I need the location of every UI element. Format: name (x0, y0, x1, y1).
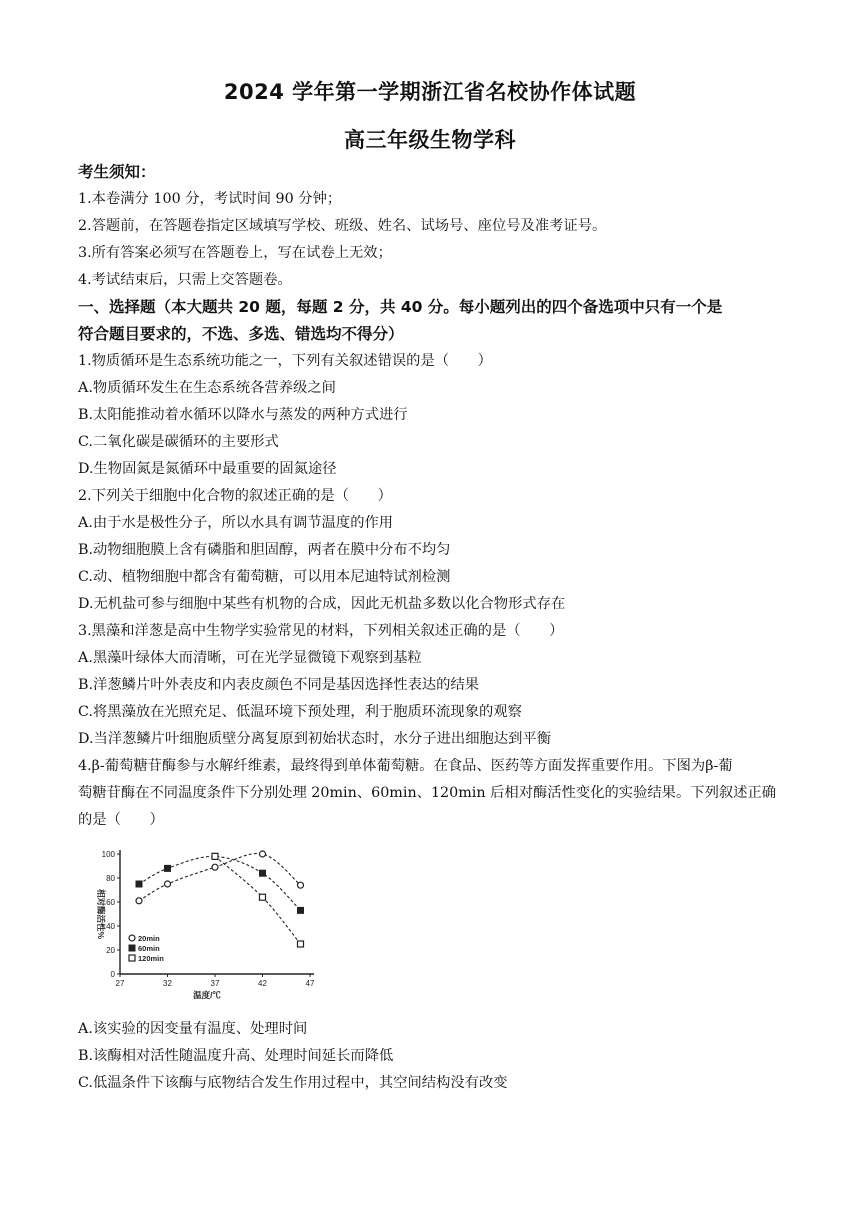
question-3-stem: 3.黑藻和洋葱是高中生物学实验常见的材料，下列相关叙述正确的是（ ） (78, 623, 564, 639)
x-axis-label: 温度/℃ (193, 990, 221, 1000)
x-tick-label: 47 (305, 979, 315, 988)
data-point-20min (260, 851, 266, 857)
x-tick-label: 42 (258, 979, 267, 988)
notice-item: 4.考试结束后，只需上交答题卷。 (78, 272, 292, 288)
data-point-120min (260, 894, 266, 900)
y-tick-label: 0 (110, 970, 115, 979)
question-4-stem-line2: 萄糖苷酶在不同温度条件下分别处理 20min、60min、120min 后相对酶活性变化的实验结果。下列叙述正确 (78, 785, 777, 801)
x-tick-label: 27 (115, 979, 125, 988)
question-4-option-c: C.低温条件下该酶与底物结合发生作用过程中，其空间结构没有改变 (78, 1075, 508, 1091)
question-2-option-d: D.无机盐可参与细胞中某些有机物的合成，因此无机盐多数以化合物形式存在 (78, 596, 566, 612)
exam-title: 2024 学年第一学期浙江省名校协作体试题 (223, 80, 637, 104)
question-4-option-a: A.该实验的因变量有温度、处理时间 (78, 1021, 308, 1037)
question-4-option-b: B.该酶相对活性随温度升高、处理时间延长而降低 (78, 1048, 394, 1064)
legend-marker-120min (129, 955, 135, 961)
notice-item: 1.本卷满分 100 分，考试时间 90 分钟； (78, 191, 342, 207)
notice-item: 3.所有答案必须写在答题卷上，写在试卷上无效； (78, 245, 392, 261)
data-point-60min (260, 870, 266, 876)
legend-label: 60min (138, 944, 160, 953)
data-point-120min (212, 853, 218, 859)
data-point-20min (212, 864, 218, 870)
x-tick-label: 37 (210, 979, 220, 988)
legend-label: 120min (138, 954, 164, 963)
question-3-option-a: A.黑藻叶绿体大而清晰，可在光学显微镜下观察到基粒 (78, 650, 422, 666)
data-point-60min (165, 865, 171, 871)
section-heading-line2: 符合题目要求的，不选、多选、错选均不得分） (78, 325, 404, 343)
data-point-20min (136, 898, 142, 904)
question-3-option-c: C.将黑藻放在光照充足、低温环境下预处理，利于胞质环流现象的观察 (78, 704, 522, 720)
question-2-option-a: A.由于水是极性分子，所以水具有调节温度的作用 (78, 515, 394, 531)
legend-label: 20min (138, 934, 160, 943)
data-point-60min (136, 881, 142, 887)
question-1-option-d: D.生物固氮是氮循环中最重要的固氮途径 (78, 461, 337, 477)
y-tick-label: 60 (106, 898, 115, 907)
question-1-option-b: B.太阳能推动着水循环以降水与蒸发的两种方式进行 (78, 407, 408, 423)
y-tick-label: 20 (106, 946, 115, 955)
question-1-option-a: A.物质循环发生在生态系统各营养级之间 (78, 380, 336, 396)
notice-item: 2.答题前，在答题卷指定区域填写学校、班级、姓名、试场号、座位号及准考证号。 (78, 218, 607, 234)
question-3-option-b: B.洋葱鳞片叶外表皮和内表皮颜色不同是基因选择性表达的结果 (78, 677, 480, 693)
data-point-20min (298, 882, 304, 888)
question-1-stem: 1.物质循环是生态系统功能之一，下列有关叙述错误的是（ ） (78, 353, 492, 369)
question-1-option-c: C.二氧化碳是碳循环的主要形式 (78, 434, 279, 450)
question-2-option-c: C.动、植物细胞中都含有葡萄糖，可以用本尼迪特试剂检测 (78, 569, 451, 585)
question-2-option-b: B.动物细胞膜上含有磷脂和胆固醇，两者在膜中分布不均匀 (78, 542, 451, 558)
question-3-option-d: D.当洋葱鳞片叶细胞质壁分离复原到初始状态时，水分子进出细胞达到平衡 (78, 731, 551, 747)
data-point-60min (298, 907, 304, 913)
y-tick-label: 100 (101, 850, 115, 859)
question-4-stem-line3: 的是（ ） (78, 812, 164, 828)
question-2-stem: 2.下列关于细胞中化合物的叙述正确的是（ ） (78, 488, 392, 504)
legend-marker-20min (129, 935, 135, 941)
data-point-20min (165, 881, 171, 887)
series-line-120min (215, 856, 301, 944)
question-4-stem-line1: 4.β-葡萄糖苷酶参与水解纤维素，最终得到单体葡萄糖。在食品、医药等方面发挥重要作用。下图为β-葡 (78, 758, 733, 774)
exam-subtitle: 高三年级生物学科 (344, 128, 516, 152)
y-tick-label: 80 (106, 874, 115, 883)
notice-heading: 考生须知： (78, 163, 156, 181)
data-point-120min (298, 941, 304, 947)
series-line-60min (139, 856, 301, 910)
enzyme-activity-chart (84, 842, 324, 1002)
y-axis-label: 相对酶活性% (96, 888, 106, 940)
x-tick-label: 32 (163, 979, 172, 988)
legend-marker-60min (129, 945, 135, 951)
y-tick-label: 40 (106, 922, 115, 931)
section-heading-line1: 一、选择题（本大题共 20 题，每题 2 分，共 40 分。每小题列出的四个备选项中只有一个是 (78, 298, 723, 316)
